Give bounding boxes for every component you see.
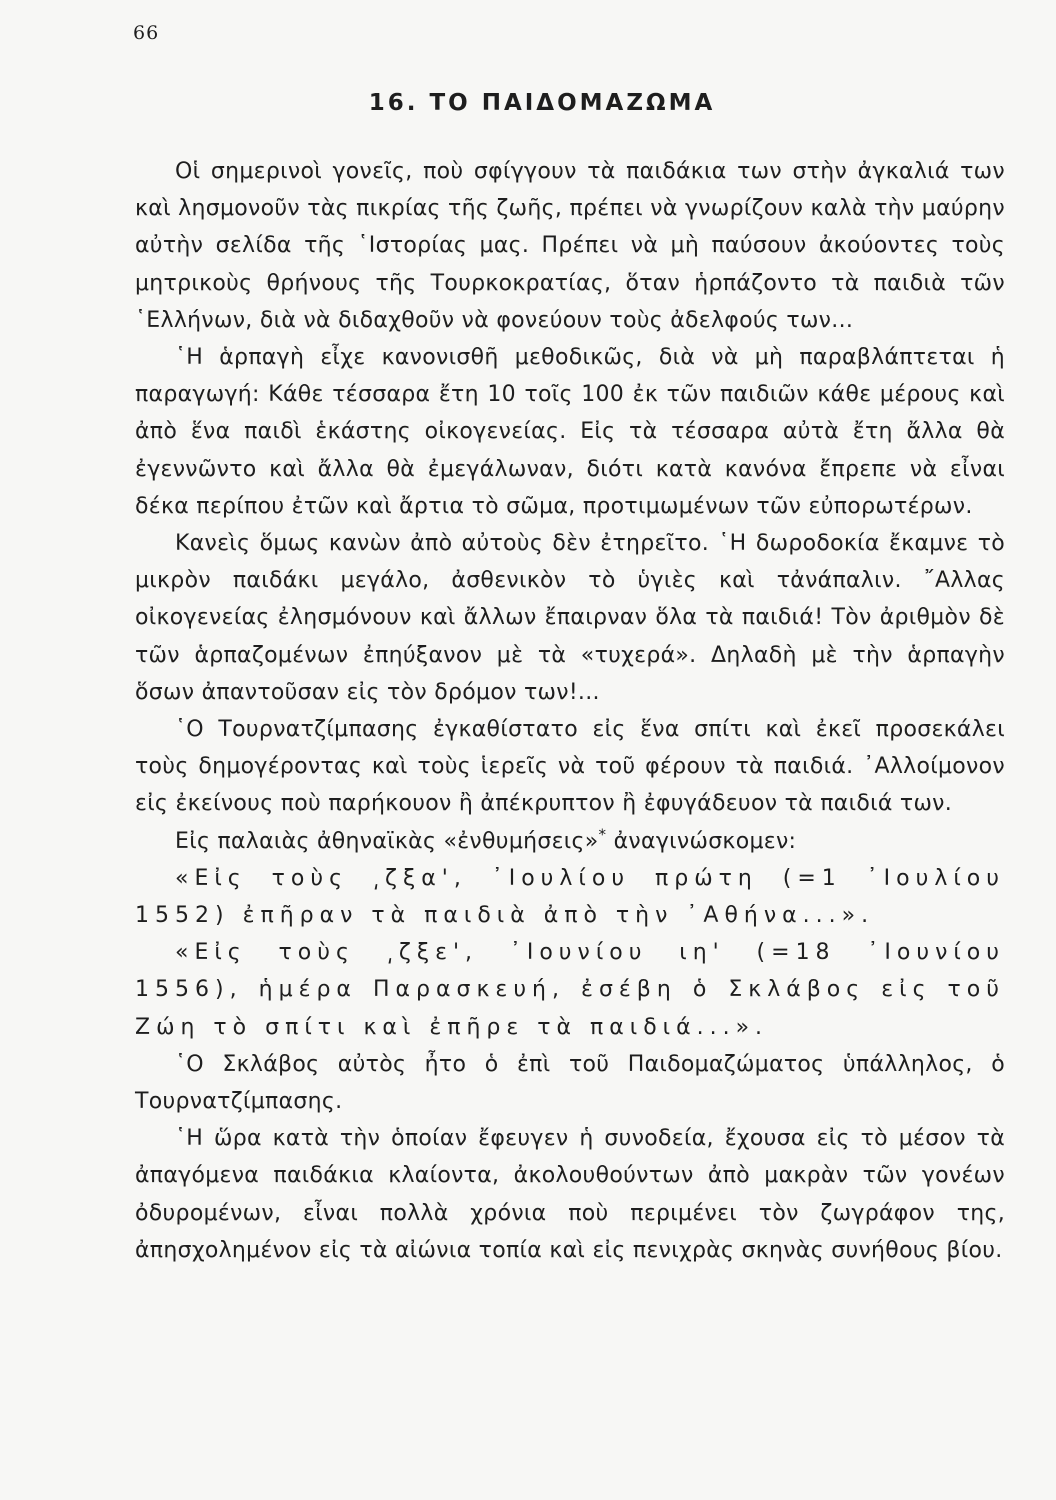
quote-2: «Εἰς τοὺς ͵ζξε', ᾿Ιουνίου ιη' (=18 ᾿Ιουνίου 1556), ἡμέρα Παρασκευή, ἐσέβη ὁ Σκλάβος εἰς τοῦ Ζώη τὸ σπίτι καὶ ἐπῆρε τὰ παιδιά...». bbox=[135, 940, 1005, 1040]
footnote-marker: * bbox=[598, 825, 607, 844]
chapter-title: 16. ΤΟ ΠΑΙΔΟΜΑΖΩΜΑ bbox=[368, 90, 716, 116]
paragraph-3: Κανεὶς ὅμως κανὼν ἀπὸ αὐτοὺς δὲν ἐτηρεῖτο. ῾Η δωροδοκία ἔκαμνε τὸ μικρὸν παιδάκι μεγάλο, ἀσθενικὸν τὸ ὑγιὲς καὶ τἀνάπαλιν. ῎Αλλας οἰκογενείας ἐλησμόνουν καὶ ἄλλων ἔπαιρναν ὅλα τὰ παιδιά! Τὸν ἀριθμὸν δὲ τῶν ἁρπαζομένων ἐπηύξανον μὲ τὰ «τυχερά». Δηλαδὴ μὲ τὴν ἁρπαγὴν ὅσων ἀπαντοῦσαν εἰς τὸν δρόμον των!... bbox=[135, 531, 1005, 705]
paragraph-2: ῾Η ἁρπαγὴ εἶχε κανονισθῆ μεθοδικῶς, διὰ νὰ μὴ παραβλάπτεται ἡ παραγωγή: Κάθε τέσσαρα ἔτη 10 τοῖς 100 ἐκ τῶν παιδιῶν κάθε μέρους καὶ ἀπὸ ἕνα παιδὶ ἑκάστης οἰκογενείας. Εἰς τὰ τέσσαρα αὐτὰ ἔτη ἄλλα θὰ ἐγεννῶντο καὶ ἄλλα θὰ ἐμεγάλωναν, διότι κατὰ κανόνα ἔπρεπε νὰ εἶναι δέκα περίπου ἐτῶν καὶ ἄρτια τὸ σῶμα, προτιμωμένων τῶν εὐπορωτέρων. bbox=[135, 345, 1005, 519]
quote-1: «Εἰς τοὺς ͵ζξα', ᾿Ιουλίου πρώτη (=1 ᾿Ιουλίου 1552) ἐπῆραν τὰ παιδιὰ ἀπὸ τὴν ᾿Αθήνα...». bbox=[135, 865, 1005, 929]
paragraph-6: ῾Ο Σκλάβος αὐτὸς ἦτο ὁ ἐπὶ τοῦ Παιδομαζώματος ὑπάλληλος, ὁ Τουρνατζίμπασης. bbox=[135, 1051, 1005, 1115]
intro-text: Εἰς παλαιὰς ἀθηναϊκὰς «ἐνθυμήσεις» bbox=[175, 828, 599, 854]
body-text bbox=[135, 153, 1005, 1269]
paragraph-1: Οἱ σημερινοὶ γονεῖς, ποὺ σφίγγουν τὰ παιδάκια των στὴν ἀγκαλιά των καὶ λησμονοῦν τὰς πικρίας τῆς ζωῆς, πρέπει νὰ γνωρίζουν καλὰ τὴν μαύρην αὐτὴν σελίδα τῆς ῾Ιστορίας μας. Πρέπει νὰ μὴ παύσουν ἀκούοντες τοὺς μητρικοὺς θρήνους τῆς Τουρκοκρατίας, ὅταν ἡρπάζοντο τὰ παιδιὰ τῶν ῾Ελλήνων, διὰ νὰ διδαχθοῦν νὰ φονεύουν τοὺς ἀδελφούς των... bbox=[135, 159, 1005, 333]
paragraph-4: ῾Ο Τουρνατζίμπασης ἐγκαθίστατο εἰς ἕνα σπίτι καὶ ἐκεῖ προσεκάλει τοὺς δημογέροντας καὶ τοὺς ἱερεῖς νὰ τοῦ φέρουν τὰ παιδιά. ᾿Αλλοίμονον εἰς ἐκείνους ποὺ παρήκουον ἢ ἀπέκρυπτον ἢ ἐφυγάδευον τὰ παιδιά των. bbox=[135, 717, 1005, 817]
paragraph-7: ῾Η ὥρα κατὰ τὴν ὁποίαν ἔφευγεν ἡ συνοδεία, ἔχουσα εἰς τὸ μέσον τὰ ἀπαγόμενα παιδάκια κλαίοντα, ἀκολουθούντων ἀπὸ μακρὰν τῶν γονέων ὀδυρομένων, εἶναι πολλὰ χρόνια ποὺ περιμένει τὸν ζωγράφον της, ἀπησχολημένον εἰς τὰ αἰώνια τοπία καὶ εἰς πενιχρὰς σκηνὰς συνήθους βίου. bbox=[135, 1126, 1005, 1263]
page-number: 66 bbox=[133, 22, 160, 44]
intro-tail: ἀναγινώσκομεν: bbox=[606, 828, 797, 854]
paragraph-5-intro bbox=[135, 823, 1005, 860]
